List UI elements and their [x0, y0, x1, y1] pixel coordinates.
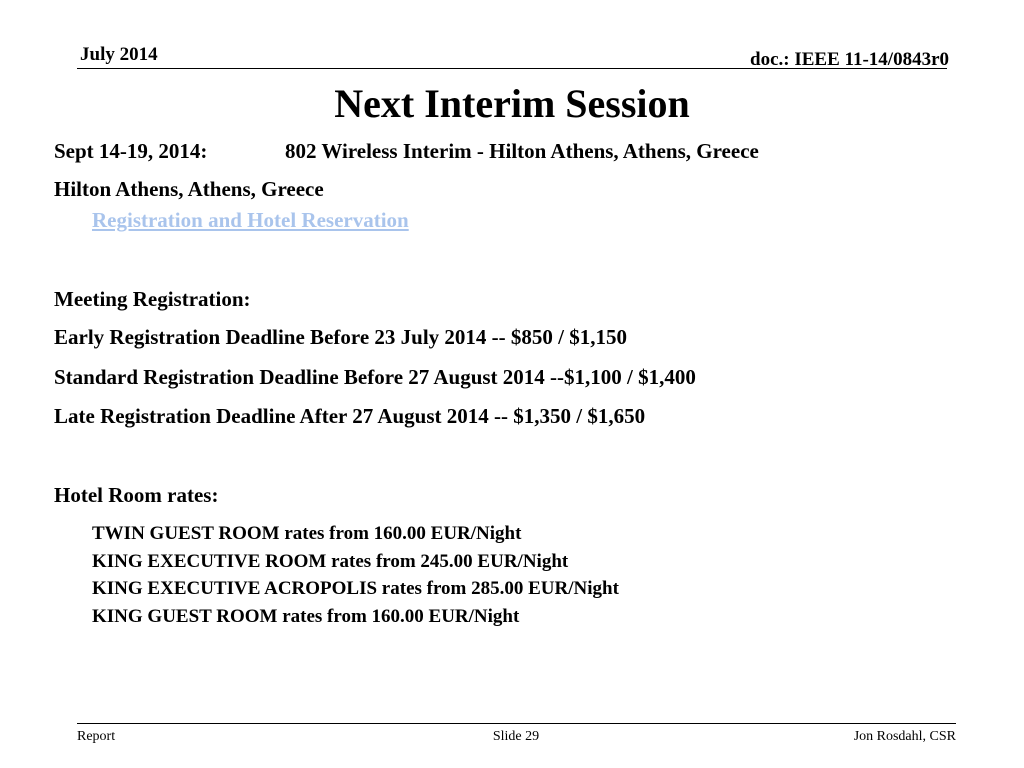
session-date: Sept 14-19, 2014:	[54, 139, 208, 163]
footer-left: Report	[77, 729, 116, 744]
hotel-rate-king-executive-acropolis: KING EXECUTIVE ACROPOLIS rates from 285.00 EUR/Night	[92, 578, 619, 599]
session-description: 802 Wireless Interim - Hilton Athens, Athens, Greece	[285, 139, 759, 163]
header-date: July 2014	[80, 44, 158, 65]
hotel-rate-king-executive: KING EXECUTIVE ROOM rates from 245.00 EUR/Night	[92, 551, 569, 572]
meeting-registration-heading: Meeting Registration:	[54, 287, 251, 311]
registration-line-late: Late Registration Deadline After 27 August 2014 -- $1,350 / $1,650	[54, 404, 646, 428]
venue: Hilton Athens, Athens, Greece	[54, 177, 324, 201]
hotel-rate-twin-guest: TWIN GUEST ROOM rates from 160.00 EUR/Night	[92, 523, 522, 544]
registration-line-standard: Standard Registration Deadline Before 27 August 2014 --$1,100 / $1,400	[54, 365, 696, 389]
hotel-heading: Hotel Room rates:	[54, 483, 219, 507]
hotel-rate-king-guest: KING GUEST ROOM rates from 160.00 EUR/Night	[92, 606, 520, 627]
footer-rule	[77, 723, 956, 724]
footer-author: Jon Rosdahl, CSR	[853, 729, 956, 744]
slide-title: Next Interim Session	[334, 81, 690, 126]
header-rule	[77, 68, 947, 69]
footer-slide-number: Slide 29	[492, 729, 540, 744]
registration-link[interactable]: Registration and Hotel Reservation	[92, 208, 409, 232]
registration-line-early: Early Registration Deadline Before 23 July 2014 -- $850 / $1,150	[54, 325, 627, 349]
header-doc-id: doc.: IEEE 11-14/0843r0	[750, 49, 949, 70]
